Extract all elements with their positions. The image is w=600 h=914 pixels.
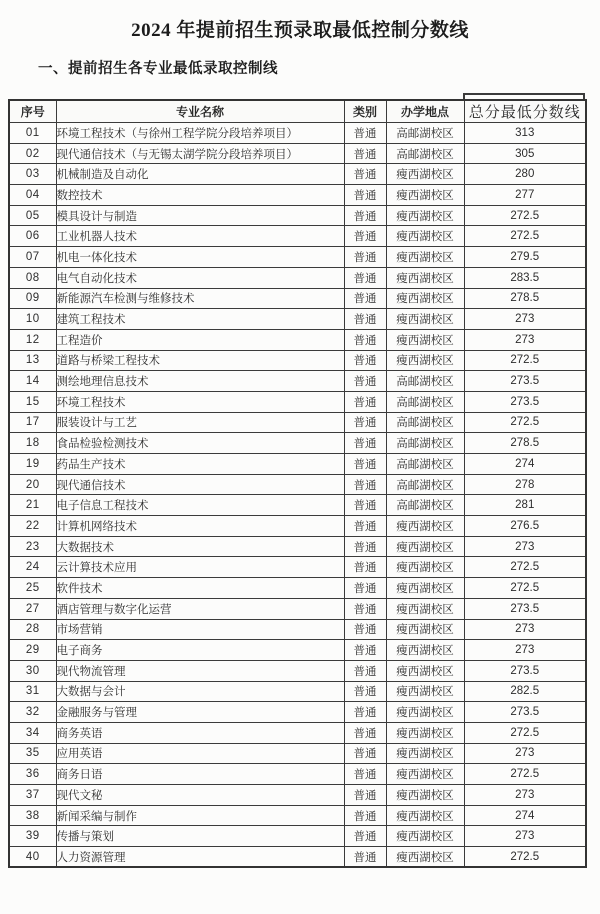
cell-index: 23 xyxy=(9,536,56,557)
cell-major: 市场营销 xyxy=(56,619,344,640)
cell-index: 10 xyxy=(9,309,56,330)
cell-major: 测绘地理信息技术 xyxy=(56,371,344,392)
cell-campus: 瘦西湖校区 xyxy=(386,516,464,537)
cell-score: 273 xyxy=(464,785,586,806)
cell-score: 272.5 xyxy=(464,350,586,371)
table-row xyxy=(9,619,586,640)
cell-category: 普通 xyxy=(344,640,386,661)
cell-index: 37 xyxy=(9,785,56,806)
table-row xyxy=(9,391,586,412)
table-row xyxy=(9,847,586,868)
cell-campus: 瘦西湖校区 xyxy=(386,247,464,268)
cell-major: 环境工程技术 xyxy=(56,391,344,412)
cell-category: 普通 xyxy=(344,329,386,350)
cell-index: 39 xyxy=(9,826,56,847)
cell-category: 普通 xyxy=(344,722,386,743)
cell-score: 273 xyxy=(464,536,586,557)
header-cell-score: 总分最低分数线 xyxy=(464,100,586,123)
cell-index: 27 xyxy=(9,598,56,619)
cell-campus: 高邮湖校区 xyxy=(386,391,464,412)
cell-campus: 瘦西湖校区 xyxy=(386,309,464,330)
cell-index: 13 xyxy=(9,350,56,371)
cell-major: 电子商务 xyxy=(56,640,344,661)
cell-category: 普通 xyxy=(344,371,386,392)
cell-major: 电气自动化技术 xyxy=(56,267,344,288)
cell-campus: 瘦西湖校区 xyxy=(386,847,464,868)
cell-category: 普通 xyxy=(344,764,386,785)
table-row xyxy=(9,826,586,847)
cell-campus: 瘦西湖校区 xyxy=(386,536,464,557)
table-row xyxy=(9,516,586,537)
cell-major: 新闻采编与制作 xyxy=(56,805,344,826)
cell-score: 272.5 xyxy=(464,847,586,868)
cell-score: 281 xyxy=(464,495,586,516)
cell-index: 29 xyxy=(9,640,56,661)
cell-index: 09 xyxy=(9,288,56,309)
cell-major: 现代通信技术（与无锡太湖学院分段培养项目） xyxy=(56,143,344,164)
table-row xyxy=(9,536,586,557)
cell-major: 人力资源管理 xyxy=(56,847,344,868)
cell-index: 03 xyxy=(9,164,56,185)
cell-index: 21 xyxy=(9,495,56,516)
cell-major: 服装设计与工艺 xyxy=(56,412,344,433)
table-row xyxy=(9,743,586,764)
cell-score: 273.5 xyxy=(464,598,586,619)
table-row xyxy=(9,350,586,371)
scan-artifact-line xyxy=(463,93,585,99)
cell-major: 道路与桥梁工程技术 xyxy=(56,350,344,371)
cell-major: 环境工程技术（与徐州工程学院分段培养项目） xyxy=(56,123,344,144)
cell-category: 普通 xyxy=(344,309,386,330)
cell-campus: 瘦西湖校区 xyxy=(386,660,464,681)
table-row xyxy=(9,805,586,826)
cell-index: 05 xyxy=(9,205,56,226)
cell-score: 272.5 xyxy=(464,205,586,226)
table-row xyxy=(9,557,586,578)
page-title: 2024 年提前招生预录取最低控制分数线 xyxy=(131,20,469,41)
cell-index: 20 xyxy=(9,474,56,495)
cell-campus: 瘦西湖校区 xyxy=(386,640,464,661)
cell-campus: 瘦西湖校区 xyxy=(386,226,464,247)
header-cell-campus: 办学地点 xyxy=(386,100,464,123)
cell-category: 普通 xyxy=(344,785,386,806)
cell-campus: 高邮湖校区 xyxy=(386,143,464,164)
cell-score: 274 xyxy=(464,454,586,475)
cell-index: 12 xyxy=(9,329,56,350)
cell-category: 普通 xyxy=(344,143,386,164)
scores-table xyxy=(8,99,587,868)
table-row xyxy=(9,371,586,392)
table-row xyxy=(9,722,586,743)
cell-category: 普通 xyxy=(344,247,386,268)
table-row xyxy=(9,267,586,288)
table-row xyxy=(9,495,586,516)
cell-category: 普通 xyxy=(344,123,386,144)
cell-campus: 高邮湖校区 xyxy=(386,454,464,475)
cell-category: 普通 xyxy=(344,516,386,537)
cell-campus: 高邮湖校区 xyxy=(386,495,464,516)
cell-category: 普通 xyxy=(344,578,386,599)
table-row xyxy=(9,185,586,206)
cell-campus: 瘦西湖校区 xyxy=(386,702,464,723)
cell-major: 传播与策划 xyxy=(56,826,344,847)
header-cell-major: 专业名称 xyxy=(56,100,344,123)
cell-index: 22 xyxy=(9,516,56,537)
cell-index: 01 xyxy=(9,123,56,144)
cell-score: 272.5 xyxy=(464,764,586,785)
cell-campus: 瘦西湖校区 xyxy=(386,578,464,599)
table-row xyxy=(9,309,586,330)
table-row xyxy=(9,247,586,268)
cell-campus: 高邮湖校区 xyxy=(386,371,464,392)
cell-category: 普通 xyxy=(344,598,386,619)
cell-campus: 瘦西湖校区 xyxy=(386,557,464,578)
cell-major: 机电一体化技术 xyxy=(56,247,344,268)
cell-category: 普通 xyxy=(344,702,386,723)
cell-index: 34 xyxy=(9,722,56,743)
cell-category: 普通 xyxy=(344,474,386,495)
table-row xyxy=(9,702,586,723)
cell-category: 普通 xyxy=(344,205,386,226)
cell-score: 273.5 xyxy=(464,660,586,681)
cell-major: 酒店管理与数字化运营 xyxy=(56,598,344,619)
cell-major: 机械制造及自动化 xyxy=(56,164,344,185)
cell-campus: 瘦西湖校区 xyxy=(386,350,464,371)
cell-score: 273 xyxy=(464,329,586,350)
cell-major: 现代物流管理 xyxy=(56,660,344,681)
cell-campus: 瘦西湖校区 xyxy=(386,267,464,288)
cell-category: 普通 xyxy=(344,226,386,247)
cell-campus: 瘦西湖校区 xyxy=(386,164,464,185)
cell-score: 273 xyxy=(464,640,586,661)
header-cell-category: 类别 xyxy=(344,100,386,123)
table-body xyxy=(9,123,586,868)
cell-category: 普通 xyxy=(344,495,386,516)
cell-score: 272.5 xyxy=(464,722,586,743)
cell-score: 278 xyxy=(464,474,586,495)
cell-major: 工业机器人技术 xyxy=(56,226,344,247)
cell-campus: 瘦西湖校区 xyxy=(386,205,464,226)
cell-score: 305 xyxy=(464,143,586,164)
cell-index: 02 xyxy=(9,143,56,164)
cell-major: 金融服务与管理 xyxy=(56,702,344,723)
cell-major: 药品生产技术 xyxy=(56,454,344,475)
cell-score: 272.5 xyxy=(464,226,586,247)
cell-category: 普通 xyxy=(344,536,386,557)
cell-major: 商务日语 xyxy=(56,764,344,785)
cell-index: 25 xyxy=(9,578,56,599)
cell-campus: 高邮湖校区 xyxy=(386,412,464,433)
header-cell-index: 序号 xyxy=(9,100,56,123)
table-row xyxy=(9,640,586,661)
cell-score: 278.5 xyxy=(464,433,586,454)
cell-index: 14 xyxy=(9,371,56,392)
table-row xyxy=(9,681,586,702)
cell-index: 18 xyxy=(9,433,56,454)
table-header-row xyxy=(9,100,586,123)
cell-score: 272.5 xyxy=(464,557,586,578)
cell-index: 17 xyxy=(9,412,56,433)
scores-table-container xyxy=(8,99,585,868)
cell-major: 软件技术 xyxy=(56,578,344,599)
cell-major: 计算机网络技术 xyxy=(56,516,344,537)
cell-campus: 瘦西湖校区 xyxy=(386,598,464,619)
cell-score: 282.5 xyxy=(464,681,586,702)
cell-index: 24 xyxy=(9,557,56,578)
cell-score: 272.5 xyxy=(464,412,586,433)
cell-category: 普通 xyxy=(344,805,386,826)
cell-major: 模具设计与制造 xyxy=(56,205,344,226)
table-row xyxy=(9,578,586,599)
cell-score: 273 xyxy=(464,619,586,640)
cell-index: 15 xyxy=(9,391,56,412)
cell-major: 新能源汽车检测与维修技术 xyxy=(56,288,344,309)
cell-category: 普通 xyxy=(344,660,386,681)
cell-campus: 高邮湖校区 xyxy=(386,123,464,144)
cell-category: 普通 xyxy=(344,267,386,288)
cell-campus: 瘦西湖校区 xyxy=(386,805,464,826)
cell-score: 277 xyxy=(464,185,586,206)
cell-campus: 瘦西湖校区 xyxy=(386,785,464,806)
cell-score: 273 xyxy=(464,743,586,764)
cell-index: 06 xyxy=(9,226,56,247)
cell-campus: 瘦西湖校区 xyxy=(386,619,464,640)
cell-index: 08 xyxy=(9,267,56,288)
table-row xyxy=(9,412,586,433)
cell-major: 大数据与会计 xyxy=(56,681,344,702)
table-row xyxy=(9,164,586,185)
cell-index: 32 xyxy=(9,702,56,723)
cell-campus: 瘦西湖校区 xyxy=(386,826,464,847)
cell-index: 31 xyxy=(9,681,56,702)
cell-category: 普通 xyxy=(344,743,386,764)
cell-major: 云计算技术应用 xyxy=(56,557,344,578)
cell-campus: 高邮湖校区 xyxy=(386,433,464,454)
cell-campus: 瘦西湖校区 xyxy=(386,764,464,785)
cell-category: 普通 xyxy=(344,454,386,475)
cell-category: 普通 xyxy=(344,391,386,412)
cell-major: 电子信息工程技术 xyxy=(56,495,344,516)
cell-campus: 瘦西湖校区 xyxy=(386,681,464,702)
cell-score: 274 xyxy=(464,805,586,826)
cell-major: 建筑工程技术 xyxy=(56,309,344,330)
cell-campus: 瘦西湖校区 xyxy=(386,722,464,743)
cell-index: 19 xyxy=(9,454,56,475)
cell-score: 273.5 xyxy=(464,702,586,723)
table-row xyxy=(9,474,586,495)
cell-major: 现代文秘 xyxy=(56,785,344,806)
table-row xyxy=(9,764,586,785)
table-row xyxy=(9,329,586,350)
cell-campus: 瘦西湖校区 xyxy=(386,743,464,764)
cell-category: 普通 xyxy=(344,847,386,868)
cell-score: 280 xyxy=(464,164,586,185)
cell-major: 大数据技术 xyxy=(56,536,344,557)
cell-category: 普通 xyxy=(344,412,386,433)
table-row xyxy=(9,660,586,681)
cell-major: 应用英语 xyxy=(56,743,344,764)
cell-campus: 瘦西湖校区 xyxy=(386,185,464,206)
table-row xyxy=(9,598,586,619)
table-row xyxy=(9,143,586,164)
cell-category: 普通 xyxy=(344,557,386,578)
cell-score: 283.5 xyxy=(464,267,586,288)
table-row xyxy=(9,785,586,806)
table-row xyxy=(9,288,586,309)
section-heading: 一、提前招生各专业最低录取控制线 xyxy=(38,61,278,77)
cell-score: 273 xyxy=(464,826,586,847)
cell-major: 商务英语 xyxy=(56,722,344,743)
cell-score: 272.5 xyxy=(464,578,586,599)
cell-index: 38 xyxy=(9,805,56,826)
cell-score: 273.5 xyxy=(464,391,586,412)
cell-index: 07 xyxy=(9,247,56,268)
cell-index: 40 xyxy=(9,847,56,868)
cell-campus: 瘦西湖校区 xyxy=(386,288,464,309)
cell-campus: 瘦西湖校区 xyxy=(386,329,464,350)
cell-category: 普通 xyxy=(344,826,386,847)
table-row xyxy=(9,123,586,144)
cell-score: 273 xyxy=(464,309,586,330)
cell-score: 273.5 xyxy=(464,371,586,392)
cell-category: 普通 xyxy=(344,433,386,454)
cell-category: 普通 xyxy=(344,288,386,309)
cell-major: 数控技术 xyxy=(56,185,344,206)
table-row xyxy=(9,433,586,454)
cell-major: 食品检验检测技术 xyxy=(56,433,344,454)
cell-major: 工程造价 xyxy=(56,329,344,350)
cell-index: 30 xyxy=(9,660,56,681)
cell-score: 279.5 xyxy=(464,247,586,268)
cell-index: 04 xyxy=(9,185,56,206)
table-row xyxy=(9,226,586,247)
cell-score: 276.5 xyxy=(464,516,586,537)
cell-category: 普通 xyxy=(344,350,386,371)
cell-category: 普通 xyxy=(344,681,386,702)
cell-category: 普通 xyxy=(344,619,386,640)
cell-score: 278.5 xyxy=(464,288,586,309)
cell-score: 313 xyxy=(464,123,586,144)
table-row xyxy=(9,205,586,226)
cell-index: 35 xyxy=(9,743,56,764)
cell-category: 普通 xyxy=(344,164,386,185)
cell-campus: 高邮湖校区 xyxy=(386,474,464,495)
cell-category: 普通 xyxy=(344,185,386,206)
cell-major: 现代通信技术 xyxy=(56,474,344,495)
cell-index: 36 xyxy=(9,764,56,785)
cell-index: 28 xyxy=(9,619,56,640)
table-row xyxy=(9,454,586,475)
